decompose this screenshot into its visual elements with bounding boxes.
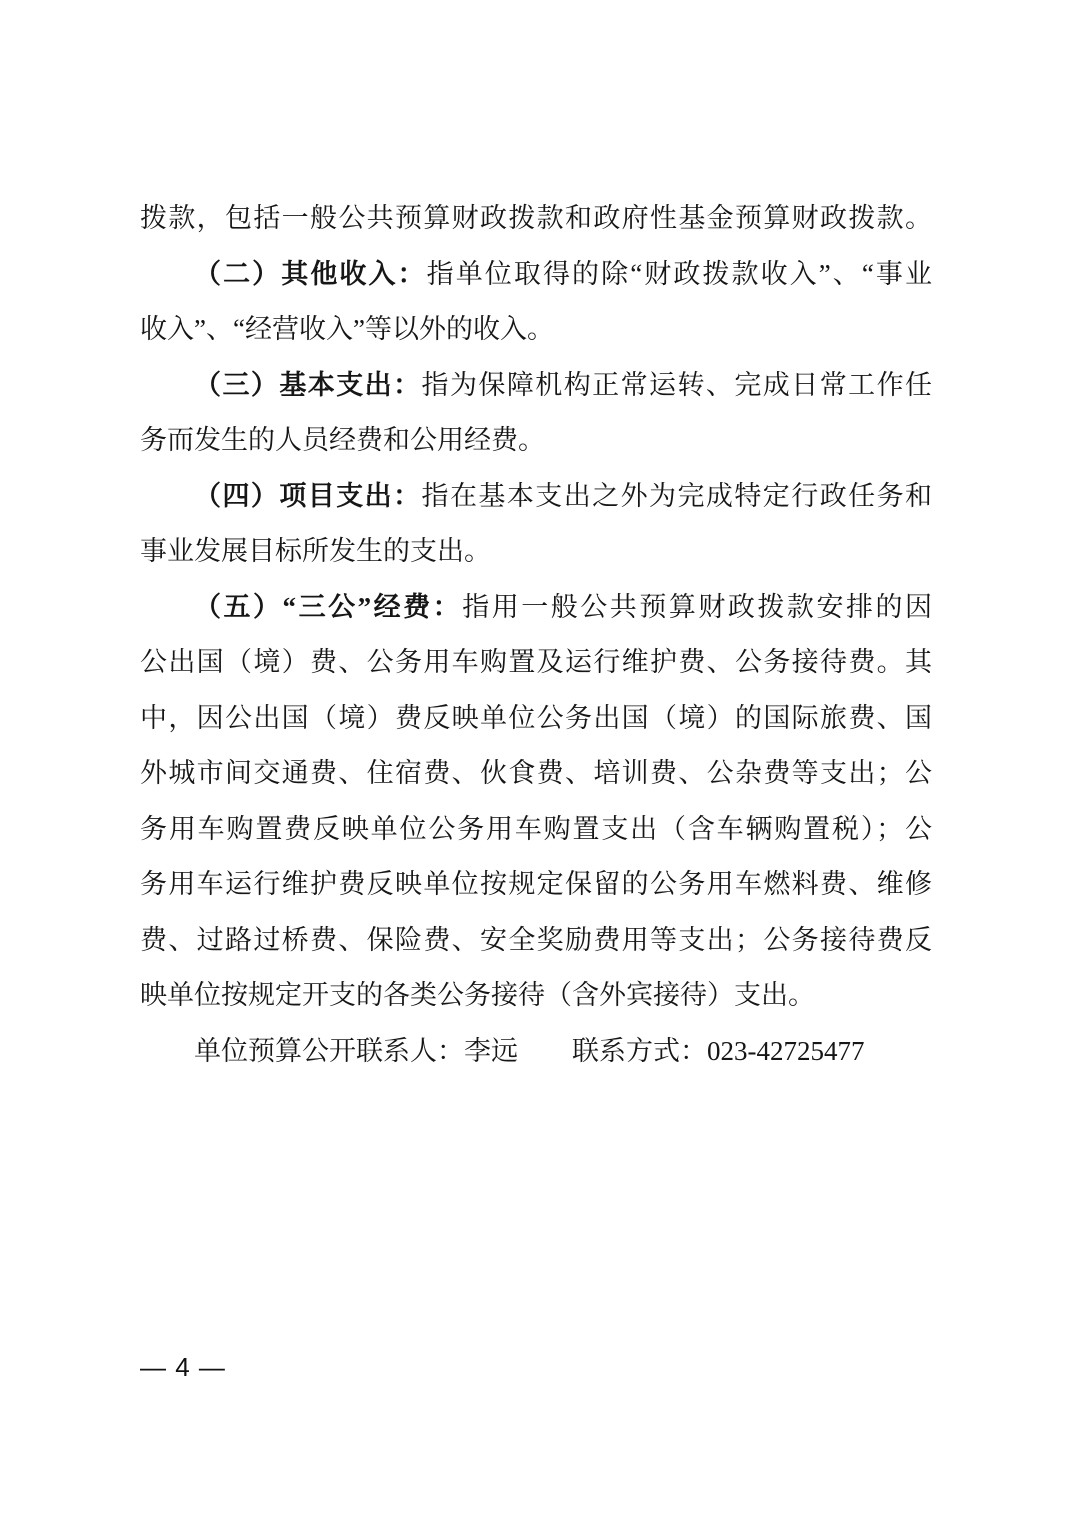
text-line — [140, 413, 932, 469]
body-text: 指用一般公共预算财政拨款安排的因 — [462, 591, 933, 622]
text-line — [140, 746, 932, 802]
text-line — [140, 191, 932, 247]
body-text: 务用车购置费反映单位公务用车购置支出（含车辆购置税）；公 — [140, 813, 932, 844]
body-text: 事业发展目标所发生的支出。 — [140, 536, 491, 566]
text-line — [140, 1024, 932, 1080]
body-text: 拨款，包括一般公共预算财政拨款和政府性基金预算财政拨款。 — [140, 203, 932, 233]
term-label: （五）“三公”经费： — [194, 591, 463, 622]
page-number: — 4 — — [140, 1352, 226, 1382]
term-label: （四）项目支出： — [194, 480, 422, 511]
text-line — [140, 857, 932, 913]
page-footer — [140, 1352, 226, 1382]
body-text: 费、过路过桥费、保险费、安全奖励费用等支出；公务接待费反 — [140, 924, 932, 955]
text-line — [140, 691, 932, 747]
text-line — [140, 635, 932, 691]
body-text: 务用车运行维护费反映单位按规定保留的公务用车燃料费、维修 — [140, 869, 932, 899]
body-text: 单位预算公开联系人：李远 联系方式：023-42725477 — [194, 1035, 865, 1066]
text-line — [140, 524, 932, 580]
text-line — [140, 469, 932, 525]
body-text: 指单位取得的除“财政拨款收入”、“事业 — [426, 258, 933, 289]
text-line — [140, 913, 932, 969]
text-line — [140, 802, 932, 858]
body-text: 收入”、“经营收入”等以外的收入。 — [140, 314, 554, 344]
body-text: 外城市间交通费、住宿费、伙食费、培训费、公杂费等支出；公 — [140, 758, 932, 788]
text-line — [140, 580, 932, 636]
body-text: 务而发生的人员经费和公用经费。 — [140, 425, 545, 455]
body-text: 指在基本支出之外为完成特定行政任务和 — [421, 480, 933, 511]
body-text: 公出国（境）费、公务用车购置及运行维护费、公务接待费。其 — [140, 647, 932, 677]
text-line — [140, 358, 932, 414]
text-line — [140, 302, 932, 358]
text-line — [140, 247, 932, 303]
term-label: （三）基本支出： — [194, 369, 422, 400]
text-line — [140, 968, 932, 1024]
body-text: 中，因公出国（境）费反映单位公务出国（境）的国际旅费、国 — [140, 702, 932, 733]
body-text: 指为保障机构正常运转、完成日常工作任 — [421, 369, 933, 400]
document-body — [140, 191, 932, 1079]
term-label: （二）其他收入： — [194, 258, 427, 289]
body-text: 映单位按规定开支的各类公务接待（含外宾接待）支出。 — [140, 980, 815, 1010]
